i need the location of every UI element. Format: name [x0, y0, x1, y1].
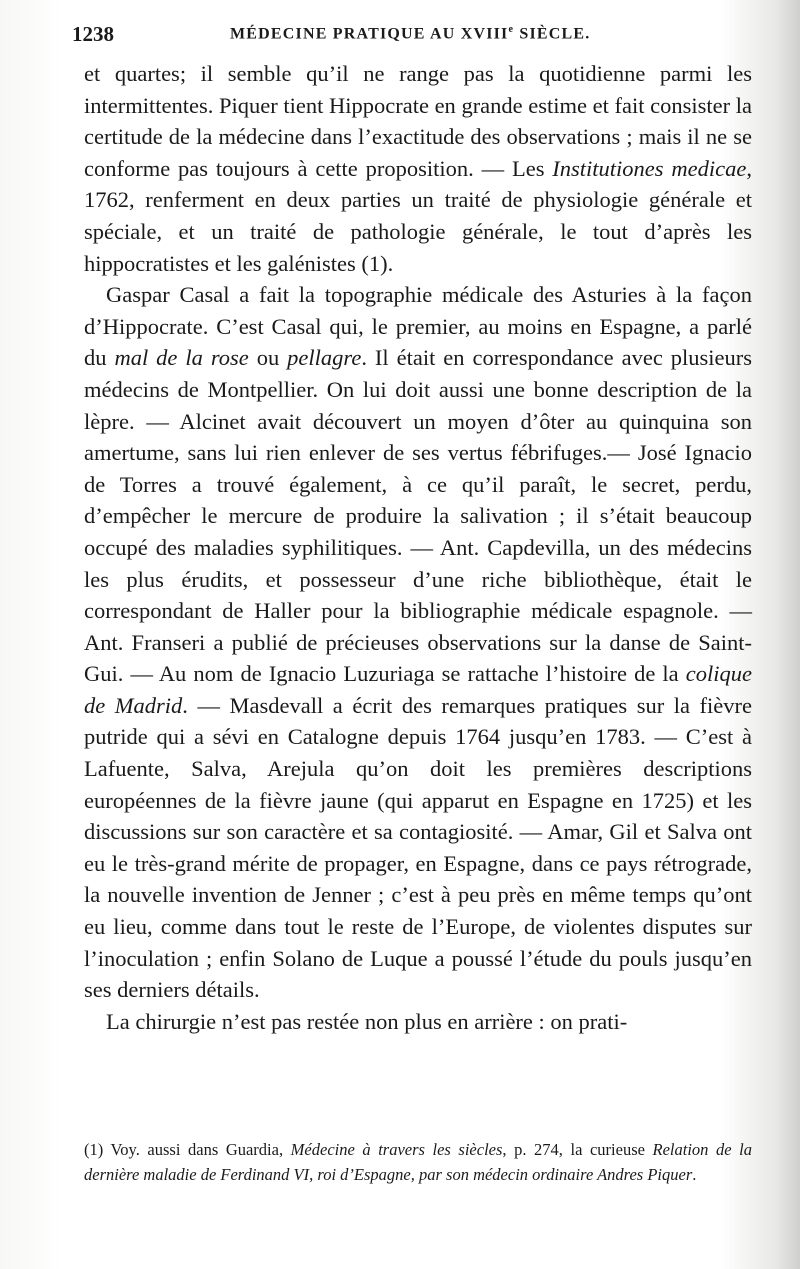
footnote-seg-2: , p. 274, la curieuse [502, 1140, 653, 1159]
body-text [84, 58, 752, 1037]
footnote [84, 1137, 752, 1187]
running-title-main: MÉDECINE PRATIQUE AU XVIII [230, 25, 509, 43]
footnote-seg-4: . [692, 1165, 697, 1184]
running-title-superscript: e [508, 24, 515, 35]
paragraph-3-seg-0: La chirurgie n’est pas restée non plus en arrière : on prati- [106, 1008, 628, 1034]
paragraph-2-seg-3-italic: pellagre [287, 345, 362, 371]
paragraph-3 [84, 1006, 752, 1038]
paragraph-1-seg-2: , 1762, renferment en deux parties un traité de physiologie générale et spéciale, et un traité de pathologie générale, le tout d’après les hippocratistes et les galénistes (1). [84, 155, 752, 276]
paragraph-1 [84, 58, 752, 279]
page-header [72, 22, 732, 50]
paragraph-2-seg-2: ou [248, 345, 288, 371]
footnote-seg-1-italic: Médecine à travers les siècles [290, 1140, 503, 1159]
paragraph-1-seg-1-italic: Institutiones medicae [552, 155, 747, 181]
paragraph-2 [84, 279, 752, 1006]
running-title [230, 24, 590, 43]
paragraph-2-seg-6: . — Masdevall a écrit des remarques pratiques sur la fièvre putride qui a sévi en Catalogne depuis 1764 jusqu’en 1783. — C’est à Lafuente, Salva, Arejula qu’on doit les premières descriptions européennes de la fièvre jaune (qui apparut en Espagne en 1725) et les discussions sur son caractère et sa contagiosité. — Amar, Gil et Salva ont eu le très-grand mérite de propager, en Espagne, dans ce pays rétrograde, la nouvelle invention de Jenner ; c’est à peu près en même temps qu’ont eu lieu, comme dans tout le reste de l’Europe, de violentes disputes sur l’inoculation ; enfin Solano de Luque a poussé l’étude du pouls jusqu’en ses derniers détails. [84, 692, 752, 1003]
paragraph-1-seg-0: et quartes; il semble qu’il ne range pas la quotidienne parmi les intermittentes. Piquer tient Hippocrate en grande estime et fait consister la certitude de la médecine dans l’exactitude des observations ; mais il ne se conforme pas toujours à cette proposition. — Les [84, 61, 752, 181]
footnote-seg-0: (1) Voy. aussi dans Guardia, [84, 1140, 291, 1159]
paragraph-2-seg-0: Gaspar Casal a fait la topographie médicale des Asturies à la façon d’Hippocrate. C’est Casal qui, le premier, au moins en Espagne, a parlé du [84, 282, 752, 371]
running-title-end: SIÈCLE. [514, 25, 591, 43]
paragraph-2-seg-4: . Il était en correspondance avec plusieurs médecins de Montpellier. On lui doit aussi une bonne description de la lèpre. — Alcinet avait découvert un moyen d’ôter au quinquina son amertume, sans lui rien enlever de ses vertus fébrifuges.— José Ignacio de Torres a trouvé également, à ce qu’il paraît, le secret, perdu, d’empêcher le mercure de produire la salivation ; il s’était beaucoup occupé des maladies syphilitiques. — Ant. Capdevilla, un des médecins les plus érudits, et possesseur d’une riche bibliothèque, était le correspondant de Haller pour la bibliographie médicale espagnole. — Ant. Franseri a publié de précieuses observations sur la danse de Saint-Gui. — Au nom de Ignacio Luzuriaga se rattache l’histoire de la [84, 345, 753, 687]
footnote-seg-3-italic: Relation de la dernière maladie de Ferdinand VI, roi d’Espagne, par son médecin ordinaire Andres Piquer [84, 1140, 752, 1184]
paragraph-2-seg-1-italic: mal de la rose [114, 345, 249, 371]
paragraph-2-seg-5-italic: colique de Madrid [84, 661, 752, 718]
page-number: 1238 [72, 22, 114, 46]
